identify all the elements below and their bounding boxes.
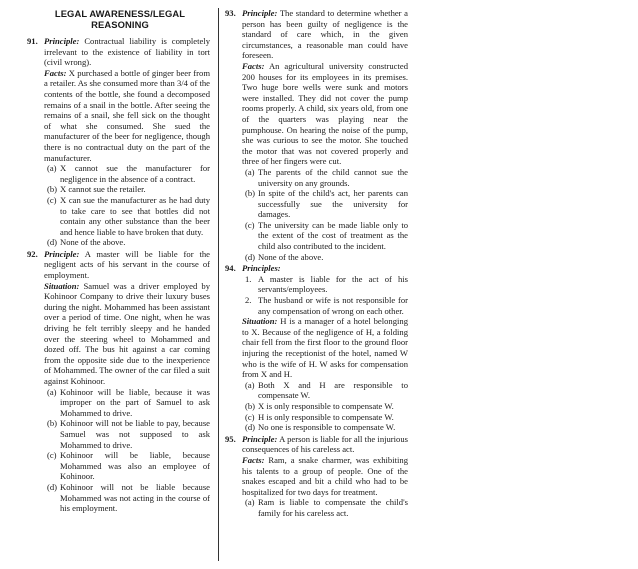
- option-c[interactable]: [228, 412, 408, 423]
- option-label: (b): [245, 400, 256, 411]
- question-95: [225, 433, 408, 519]
- question-number: 91.: [27, 36, 38, 46]
- principle-text: The standard to determine whether a person has been guilty of negligence is the standard of care which, in the given circumstances, a reasonable man could have foreseen.: [242, 8, 408, 61]
- option-text: Kohinoor will be liable, because Mohammed was also an employee of Kohinoor.: [60, 450, 210, 482]
- question-93-facts: [228, 61, 408, 167]
- facts-label: Facts:: [242, 60, 265, 71]
- option-label: (c): [245, 411, 255, 422]
- facts-text: Ram, a snake charmer, was exhibiting his talents to a group of people. One of the snakes escaped and bit a child who had to be hospitalized for two days for treatment.: [242, 454, 408, 497]
- option-label: (d): [245, 422, 256, 433]
- option-label: (b): [245, 188, 256, 199]
- principle-text: Contractual liability is completely irrelevant to the existence of liability in tort (civil wrong).: [44, 36, 210, 68]
- principle-label: Principle:: [44, 36, 80, 46]
- right-column: [225, 8, 409, 520]
- section-title: LEGAL AWARENESS/LEGAL REASONING: [54, 8, 186, 30]
- question-92: [27, 248, 211, 514]
- question-94-principles: [225, 263, 408, 274]
- option-label: (b): [47, 418, 58, 429]
- principle-number: 2.: [245, 295, 252, 306]
- option-b[interactable]: [228, 188, 408, 220]
- question-92-situation: [30, 281, 210, 387]
- option-text: X can sue the manufacturer as he had duty to take care to see that bottles did not contain any other substance than the beer and hence liable to have broken that duty.: [60, 194, 210, 237]
- option-label: (d): [47, 237, 58, 248]
- option-label: (b): [47, 184, 58, 195]
- question-number: 95.: [225, 433, 236, 444]
- option-a[interactable]: [228, 380, 408, 401]
- option-text: None of the above.: [60, 237, 126, 248]
- option-b[interactable]: [228, 401, 408, 412]
- option-a[interactable]: [30, 387, 210, 419]
- column-divider: [218, 8, 219, 561]
- option-d[interactable]: [228, 252, 408, 263]
- option-a[interactable]: [228, 167, 408, 188]
- question-91: [27, 36, 210, 248]
- principle-label: Principle:: [242, 433, 278, 444]
- principle-text: A master will be liable for the negligent acts of his servant in the course of employment.: [44, 248, 210, 281]
- option-text: X cannot sue the retailer.: [60, 184, 146, 195]
- option-text: X is only responsible to compensate W.: [258, 400, 394, 411]
- option-text: X cannot sue the manufacturer for negligence in the absence of a contract.: [60, 163, 210, 184]
- option-d[interactable]: [30, 237, 210, 248]
- option-text: In spite of the child's act, her parents can successfully sue the university for damages.: [258, 188, 408, 220]
- situation-label: Situation:: [242, 316, 278, 327]
- principles-label: Principles:: [242, 263, 281, 274]
- option-text: None of the above.: [258, 251, 324, 262]
- question-92-principle: [27, 248, 210, 281]
- question-95-principle: [225, 433, 408, 455]
- question-number: 93.: [225, 8, 236, 18]
- question-93-principle: [225, 8, 408, 61]
- option-c[interactable]: [228, 220, 408, 252]
- option-c[interactable]: [30, 195, 210, 237]
- facts-text: X purchased a bottle of ginger beer from a retailer. As she consumed more than 3/4 of the contents of the bottle, she found a decomposed remains of a snail in the bottle. After seeing the remains of a snail, she fell sick on the thought of what she consumed. She sued the manufacturer of the beer for negligence, though there is no contractual duty on the part of the manufacturer.: [44, 67, 210, 163]
- option-label: (a): [47, 163, 57, 174]
- option-b[interactable]: [30, 418, 210, 450]
- option-label: (c): [47, 194, 57, 205]
- question-94: [225, 263, 409, 433]
- option-c[interactable]: [30, 450, 210, 482]
- option-text: Kohinoor will be liable, because it was improper on the part of Samuel to ask Mohammed to drive.: [60, 386, 210, 418]
- option-label: (c): [47, 450, 57, 461]
- principle-number: 1.: [245, 273, 252, 284]
- option-a[interactable]: [228, 497, 408, 518]
- facts-text: An agricultural university constructed 200 houses for its employees in its premises. Two huge bore wells were sunk and motors were installed. They did not cover the pump rooms properly. A child, six years old, from one of the quarters was playing near the pumphouse. On hearing the noise of the pump, she was curious to see the motor. She touched the motor that was not covered properly and three of her fingers were cut.: [242, 60, 408, 167]
- facts-label: Facts:: [44, 67, 67, 78]
- option-text: Ram is liable to compensate the child's family for his careless act.: [258, 497, 408, 518]
- option-text: Both X and H are responsible to compensate W.: [258, 379, 408, 401]
- situation-text: Samuel was a driver employed by Kohinoor Company to drive their luxury buses during the night. Mohammed has been assistant over a period of time. One night, when he was driving he felt terribly sleepy and he handed over the steering wheel to Mohammed and dozed off. The bus hit against a car coming from the opposite side due to the inexperience of Mohammed. The owner of the car filed a suit against Kohinoor.: [44, 280, 211, 386]
- principle-item-1: [228, 274, 408, 295]
- principle-label: Principle:: [44, 248, 80, 259]
- option-text: The parents of the child cannot sue the university on any grounds.: [258, 166, 408, 188]
- option-label: (a): [47, 386, 57, 397]
- option-label: (d): [47, 481, 58, 492]
- option-label: (d): [245, 251, 256, 262]
- question-94-situation: [228, 316, 408, 380]
- option-text: No one is responsible to compensate W.: [258, 422, 396, 433]
- option-label: (a): [245, 379, 255, 390]
- question-95-facts: [228, 455, 408, 497]
- option-text: Kohinoor will not be liable to pay, because Samuel was not supposed to ask Mohammed to drive.: [60, 418, 210, 450]
- principle-text: The husband or wife is not responsible for any compensation of wrong on each other.: [258, 295, 408, 316]
- option-text: Kohinoor will not be liable because Mohammed was not acting in the course of his employment.: [60, 481, 210, 514]
- situation-label: Situation:: [44, 280, 80, 291]
- principle-item-2: [228, 295, 408, 316]
- principle-text: A master is liable for the act of his servants/employees.: [258, 273, 408, 295]
- option-d[interactable]: [30, 482, 210, 514]
- principle-label: Principle:: [242, 8, 278, 18]
- left-column: [27, 8, 211, 515]
- question-91-facts: [30, 68, 210, 163]
- option-a[interactable]: [30, 163, 210, 184]
- option-text: The university can be made liable only to the extent of the cost of treatment as the child also contributed to the incident.: [258, 219, 408, 252]
- option-label: (a): [245, 497, 255, 508]
- principle-text: A person is liable for all the injurious consequences of his careless act.: [242, 433, 408, 455]
- situation-text: H is a manager of a hotel belonging to X. Because of the negligence of H, a folding chair fell from the first floor to the ground floor injuring the receptionist of the hotel, named W who is the wife of H. W asks for compensation from X and H.: [242, 316, 409, 380]
- question-number: 94.: [225, 263, 236, 274]
- question-number: 92.: [27, 248, 38, 259]
- option-text: H is only responsible to compensate W.: [258, 411, 394, 422]
- option-label: (c): [245, 219, 255, 230]
- option-b[interactable]: [30, 184, 210, 195]
- option-d[interactable]: [228, 422, 408, 433]
- facts-label: Facts:: [242, 454, 265, 465]
- question-91-principle: [27, 36, 210, 68]
- option-label: (a): [245, 166, 255, 177]
- question-93: [225, 8, 408, 262]
